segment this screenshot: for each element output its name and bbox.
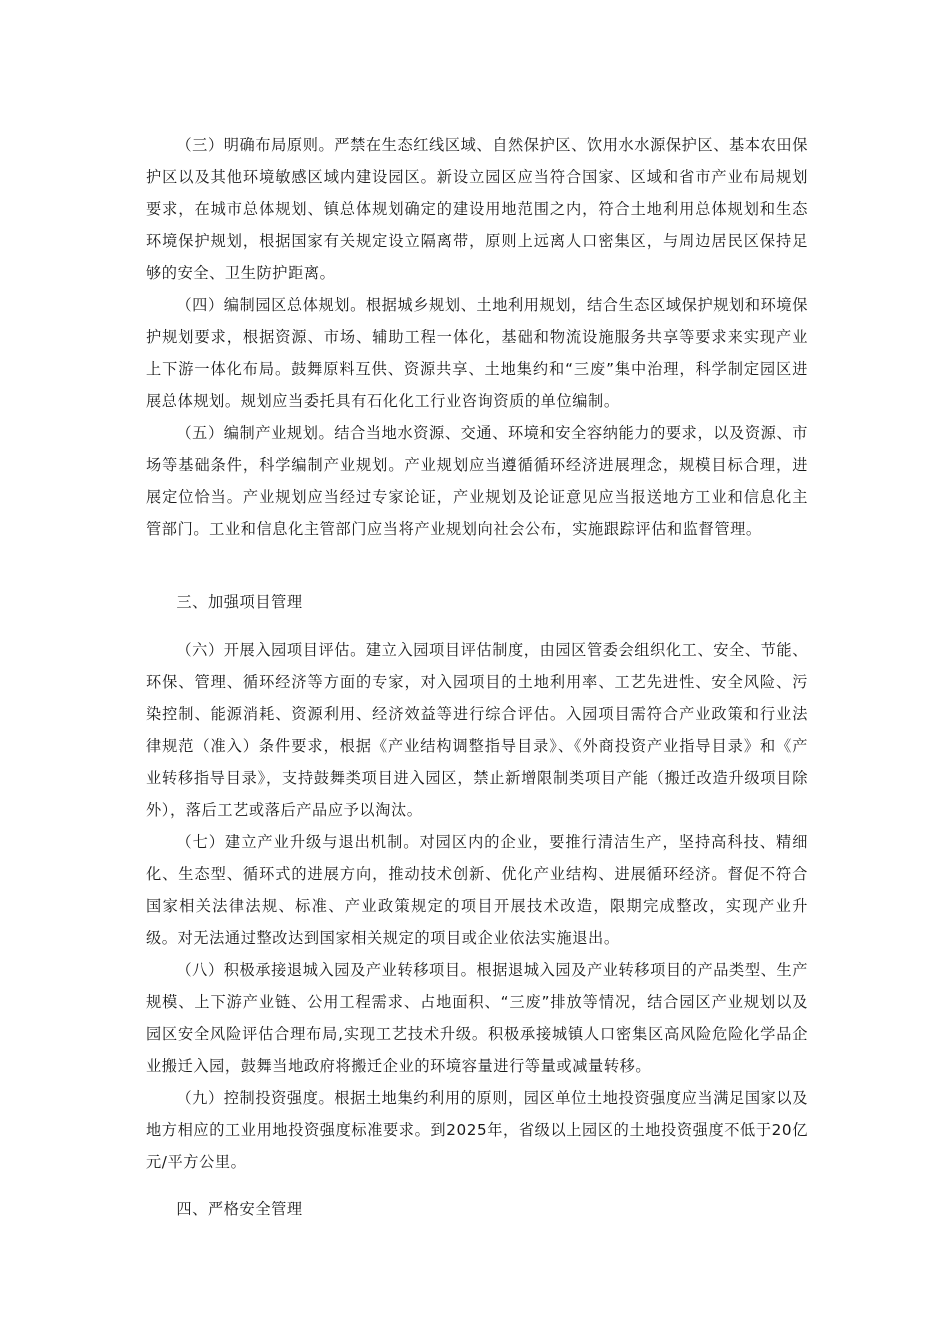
paragraph-upgrade-exit: （七）建立产业升级与退出机制。对园区内的企业，要推行清洁生产，坚持高科技、精细化、生态型、循环式的进展方向，推动技术创新、优化产业结构、进展循环经济。督促不符合国家相关法律法规、标准、产业政策规定的项目开展技术改造，限期完成整改，实现产业升级。对无法通过整改达到国家相关规定的项目或企业依法实施退出。 [146, 833, 808, 947]
section-heading-project-management: 三、加强项目管理 [176, 593, 303, 611]
paragraph-investment-intensity: （九）控制投资强度。根据土地集约利用的原则，园区单位土地投资强度应当满足国家以及地方相应的工业用地投资强度标准要求。到2025年，省级以上园区的土地投资强度不低于20亿元/平方公里。 [146, 1089, 808, 1171]
paragraph-layout-principle: （三）明确布局原则。严禁在生态红线区域、自然保护区、饮用水水源保护区、基本农田保护区以及其他环境敏感区域内建设园区。新设立园区应当符合国家、区域和省市产业布局规划要求，在城市总体规划、镇总体规划确定的建设用地范围之内，符合土地利用总体规划和生态环境保护规划，根据国家有关规定设立隔离带，原则上远离人口密集区，与周边居民区保持足够的安全、卫生防护距离。 [146, 136, 808, 282]
paragraph-project-evaluation: （六）开展入园项目评估。建立入园项目评估制度，由园区管委会组织化工、安全、节能、环保、管理、循环经济等方面的专家，对入园项目的土地利用率、工艺先进性、安全风险、污染控制、能源消耗、资源利用、经济效益等进行综合评估。入园项目需符合产业政策和行业法律规范（准入）条件要求，根据《产业结构调整指导目录》、《外商投资产业指导目录》和《产业转移指导目录》，支持鼓舞类项目进入园区，禁止新增限制类项目产能（搬迁改造升级项目除外），落后工艺或落后产品应予以淘汰。 [146, 641, 808, 819]
paragraph-overall-planning: （四）编制园区总体规划。根据城乡规划、土地利用规划，结合生态区域保护规划和环境保护规划要求，根据资源、市场、辅助工程一体化，基础和物流设施服务共享等要求来实现产业上下游一体化布局。鼓舞原料互供、资源共享、土地集约和“三废”集中治理，科学制定园区进展总体规划。规划应当委托具有石化化工行业咨询资质的单位编制。 [146, 296, 808, 410]
paragraph-relocation: （八）积极承接退城入园及产业转移项目。根据退城入园及产业转移项目的产品类型、生产规模、上下游产业链、公用工程需求、占地面积、“三废”排放等情况，结合园区产业规划以及园区安全风险评估合理布局,实现工艺技术升级。积极承接城镇人口密集区高风险危险化学品企业搬迁入园，鼓舞当地政府将搬迁企业的环境容量进行等量或减量转移。 [146, 961, 808, 1075]
paragraph-industry-planning: （五）编制产业规划。结合当地水资源、交通、环境和安全容纳能力的要求，以及资源、市场等基础条件，科学编制产业规划。产业规划应当遵循循环经济进展理念，规模目标合理，进展定位恰当。产业规划应当经过专家论证，产业规划及论证意见应当报送地方工业和信息化主管部门。工业和信息化主管部门应当将产业规划向社会公布，实施跟踪评估和监督管理。 [146, 424, 808, 538]
section-heading-safety-management: 四、严格安全管理 [176, 1200, 303, 1218]
